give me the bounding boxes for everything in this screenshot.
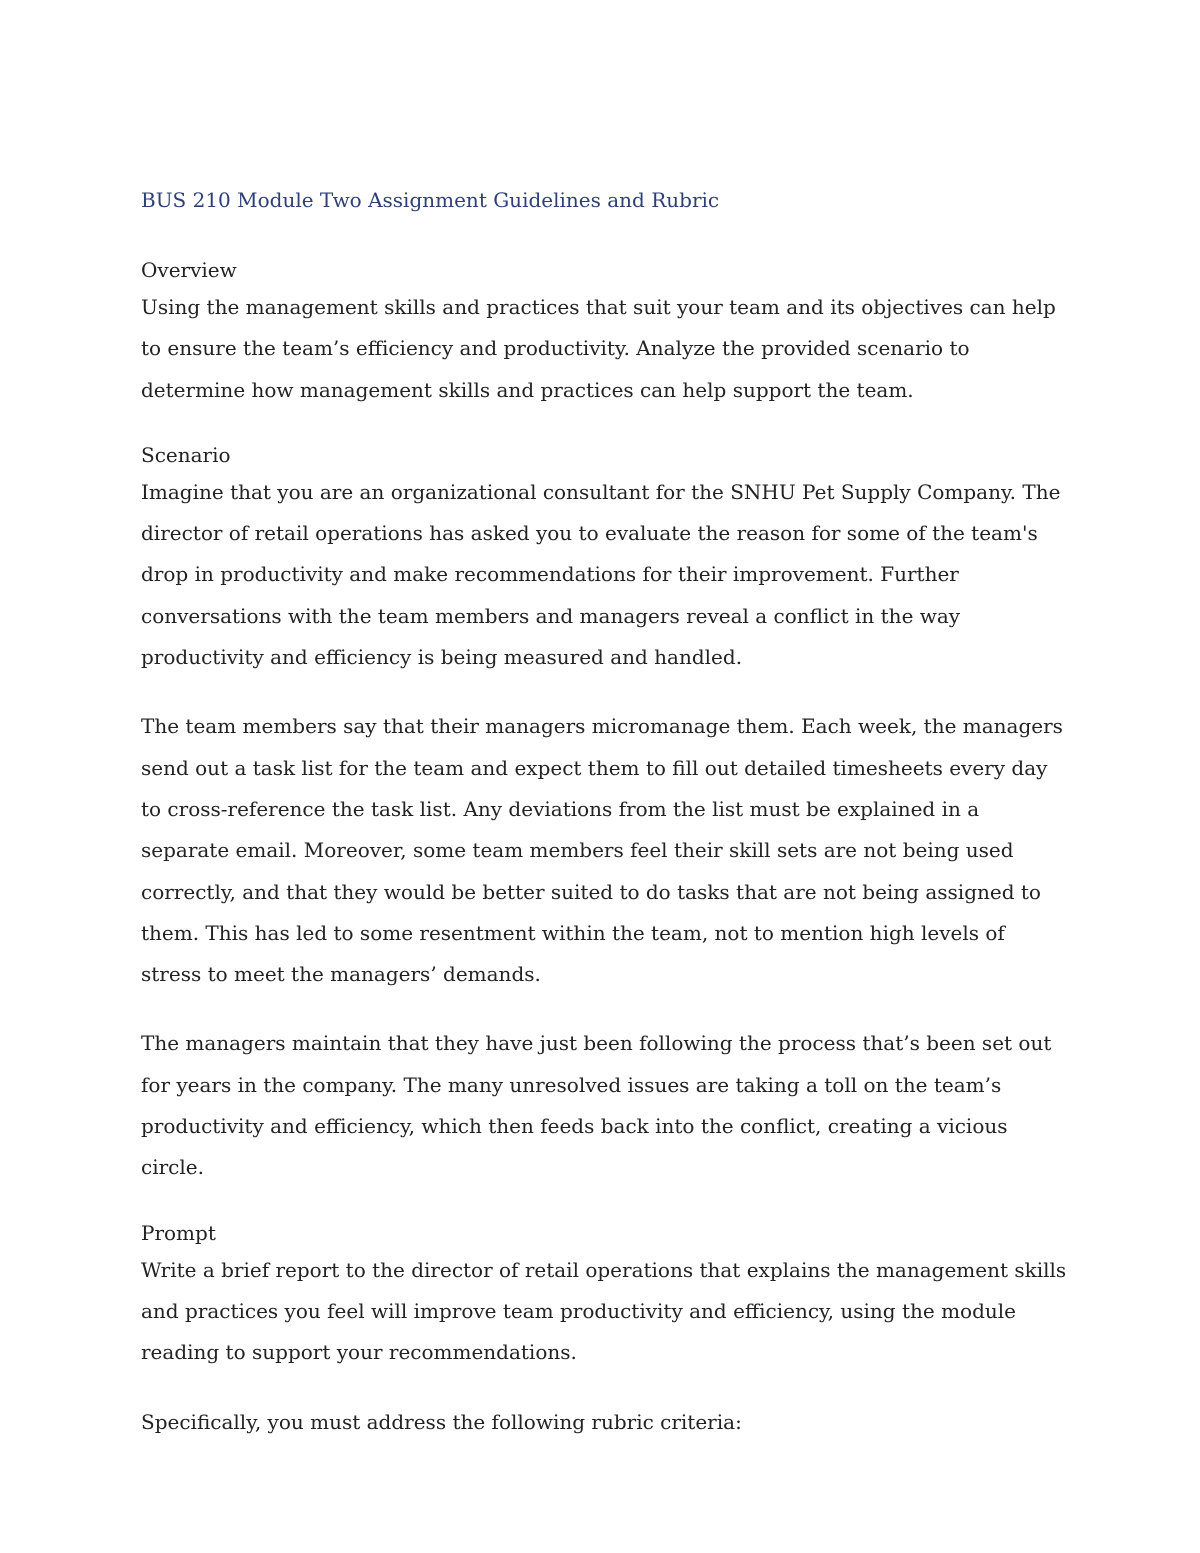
prompt-heading: Prompt [141,1220,216,1245]
scenario-heading: Scenario [141,442,231,467]
document-page [141,184,1071,1471]
overview-paragraph: Using the management skills and practices that suit your team and its objectives can help to ensure the team’s efficiency and productivity. Analyze the provided scenario to determine how management skills and practices can help support the team. [141,295,1056,402]
scenario-paragraph-1: Imagine that you are an organizational consultant for the SNHU Pet Supply Company. The director of retail operations has asked you to evaluate the reason for some of the team's drop in productivity and make recommendations for their improvement. Further conversations with the team members and managers reveal a conflict in the way productivity and efficiency is being measured and handled. [141,479,1061,670]
overview-heading: Overview [141,258,237,282]
prompt-paragraph-2: Specifically, you must address the following rubric criteria: [141,1409,742,1434]
document-title: BUS 210 Module Two Assignment Guidelines and Rubric [141,188,720,212]
prompt-paragraph-1: Write a brief report to the director of retail operations that explains the management skills and practices you feel will improve team productivity and efficiency, using the module reading to support your recommendations. [141,1257,1067,1365]
scenario-paragraph-2: The team members say that their managers micromanage them. Each week, the managers send out a task list for the team and expect them to fill out detailed timesheets every day to cross-reference the task list. Any deviations from the list must be explained in a separate email. Moreover, some team members feel their skill sets are not being used correctly, and that they would be better suited to do tasks that are not being assigned to them. This has led to some resentment within the team, not to mention high levels of stress to meet the managers’ demands. [141,714,1063,987]
scenario-paragraph-3: The managers maintain that they have just been following the process that’s been set out for years in the company. The many unresolved issues are taking a toll on the team’s productivity and efficiency, which then feeds back into the conflict, creating a vicious circle. [141,1031,1052,1180]
